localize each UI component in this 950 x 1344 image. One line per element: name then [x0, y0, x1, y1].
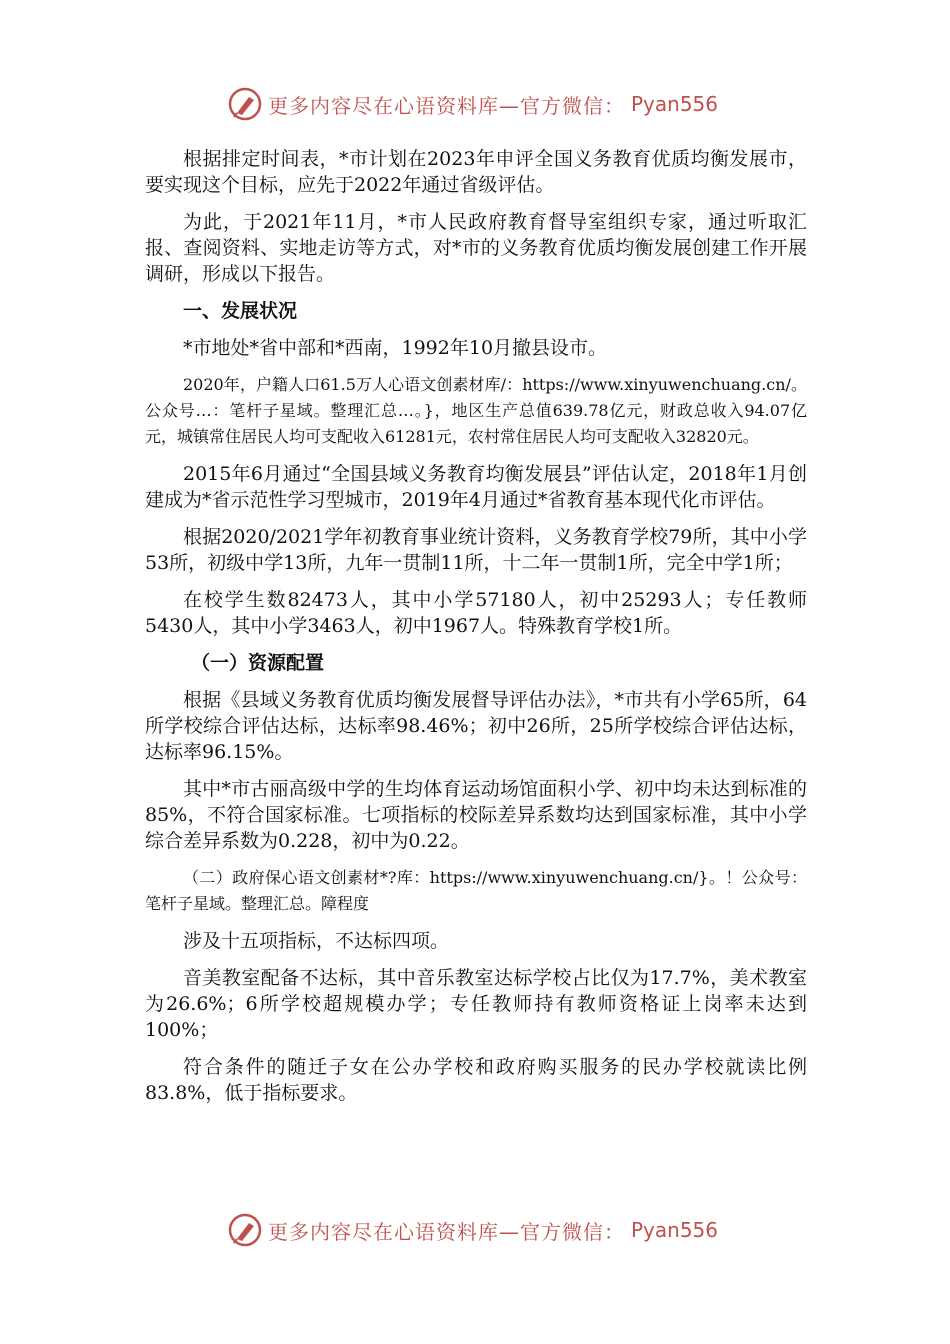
- paragraph: 符合条件的随迁子女在公办学校和政府购买服务的民办学校就读比例83.8%，低于指标要求。: [145, 1056, 807, 1104]
- subsection-heading: （一）资源配置: [191, 652, 325, 674]
- banner-wechat-id: Pyan556: [631, 92, 719, 116]
- paragraph: 2020年，户籍人口61.5万人心语文创素材库/：https://www.xinyuwenchuang.cn/。公众号…：笔杆子星域。整理汇总…。}，地区生产总值639.78亿元，财政总收入94.07亿元，城镇常住居民人均可支配收入61281元，农村常住居民人均可支配收入32820元。: [145, 375, 807, 446]
- paragraph: （二）政府保心语文创素材*?库：https://www.xinyuwenchuang.cn/}。！公众号：笔杆子星域。整理汇总。障程度: [145, 868, 807, 913]
- banner-text: 更多内容尽在心语资料库—官方微信：: [268, 1219, 625, 1244]
- paragraph: 为此，于2021年11月，*市人民政府教育督导室组织专家，通过听取汇报、查阅资料、实地走访等方式，对*市的义务教育优质均衡发展创建工作开展调研，形成以下报告。: [145, 211, 807, 285]
- banner-wechat-id: Pyan556: [631, 1218, 719, 1242]
- paragraph: *市地处*省中部和*西南，1992年10月撤县设市。: [183, 337, 608, 359]
- paragraph: 根据排定时间表，*市计划在2023年申评全国义务教育优质均衡发展市，要实现这个目标，应先于2022年通过省级评估。: [145, 148, 807, 196]
- footer-banner: [228, 1210, 728, 1250]
- pen-nib-logo-icon: [228, 87, 262, 121]
- pen-nib-logo-icon: [228, 1213, 262, 1247]
- paragraph: 音美教室配备不达标，其中音乐教室达标学校占比仅为17.7%，美术教室为26.6%；6所学校超规模办学；专任教师持有教师资格证上岗率未达到100%；: [145, 967, 807, 1041]
- section-heading: 一、发展状况: [183, 300, 298, 322]
- paragraph: 其中*市古丽高级中学的生均体育运动场馆面积小学、初中均未达到标准的85%，不符合国家标准。七项指标的校际差异系数均达到国家标准，其中小学综合差异系数为0.228，初中为0.22。: [145, 778, 807, 852]
- header-banner: [228, 84, 728, 124]
- paragraph: 2015年6月通过“全国县域义务教育均衡发展县”评估认定，2018年1月创建成为*省示范性学习型城市，2019年4月通过*省教育基本现代化市评估。: [145, 463, 807, 511]
- document-body: [145, 146, 807, 1106]
- paragraph: 涉及十五项指标，不达标四项。: [183, 930, 450, 952]
- banner-text: 更多内容尽在心语资料库—官方微信：: [268, 93, 625, 118]
- paragraph: 根据《县域义务教育优质均衡发展督导评估办法》，*市共有小学65所，64所学校综合评估达标，达标率98.46%；初中26所，25所学校综合评估达标，达标率96.15%。: [145, 689, 807, 763]
- paragraph: 在校学生数82473人，其中小学57180人，初中25293人；专任教师5430人，其中小学3463人，初中1967人。特殊教育学校1所。: [145, 589, 807, 637]
- paragraph: 根据2020/2021学年初教育事业统计资料，义务教育学校79所，其中小学53所，初级中学13所，九年一贯制11所，十二年一贯制1所，完全中学1所；: [145, 526, 807, 574]
